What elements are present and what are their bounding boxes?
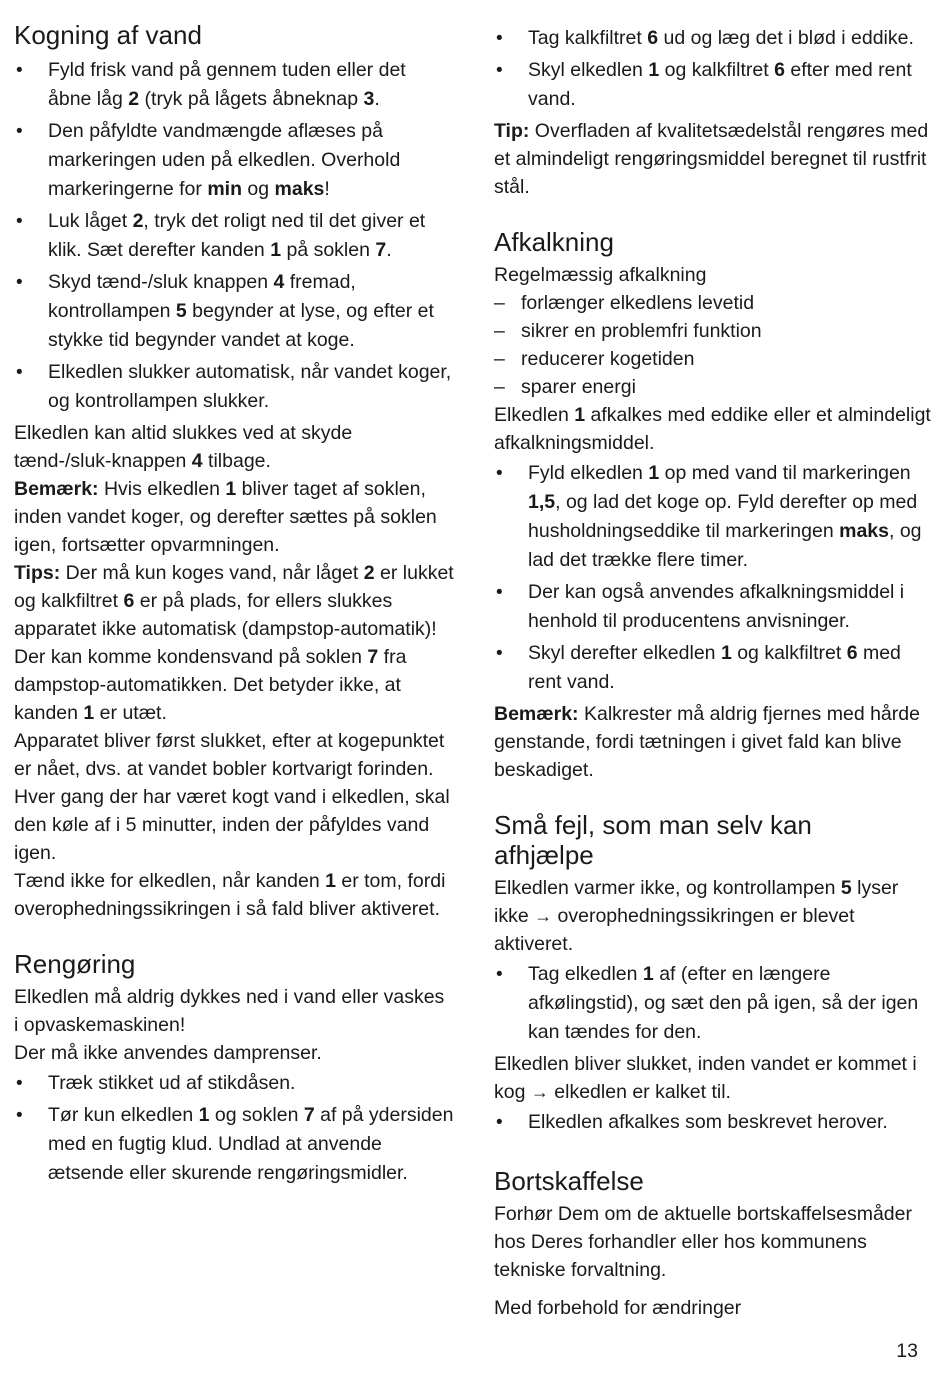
paragraph: Elkedlen varmer ikke, og kontrollampen 5 lyser ikke → overophedningssikringen er blevet aktiveret. (494, 877, 899, 955)
list-item: • Træk stikket ud af stikdåsen. (14, 1069, 454, 1098)
note-paragraph: Bemærk: Kalkrester må aldrig fjernes med hårde genstande, fordi tætningen i givet fald kan blive beskadiget. (494, 703, 920, 781)
heading-rengoring: Rengøring (14, 949, 136, 979)
paragraph: Der må ikke anvendes damprenser. (14, 1042, 322, 1064)
fejl-list (494, 960, 934, 1047)
tip-paragraph: Tip: Overfladen af kvalitetsædelstål rengøres med et almindeligt rengøringsmiddel beregnet til rustfrit stål. (494, 120, 929, 198)
rengoring-list (14, 1069, 454, 1188)
left-column (14, 20, 454, 1191)
list-item: – sikrer en problemfri funktion (494, 317, 934, 345)
heading-bortskaffelse: Bortskaffelse (494, 1166, 644, 1196)
kogning-list (14, 56, 454, 416)
list-item: • Skyl elkedlen 1 og kalkfiltret 6 efter med rent vand. (494, 56, 934, 114)
disclaimer: Med forbehold for ændringer (494, 1297, 742, 1319)
fejl-list-2 (494, 1108, 934, 1137)
list-item: • Tag elkedlen 1 af (efter en længere afkølingstid), og sæt den på igen, så der igen kan tændes for den. (494, 960, 934, 1047)
list-item: • Fyld elkedlen 1 op med vand til markeringen 1,5, og lad det koge op. Fyld derefter op med husholdningseddike til markeringen maks, og lad det trække flere timer. (494, 459, 934, 575)
heading-fejl: Små fejl, som man selv kan afhjælpe (494, 810, 812, 870)
list-item: • Fyld frisk vand på gennem tuden eller det åbne låg 2 (tryk på lågets åbneknap 3. (14, 56, 454, 114)
arrow-right-icon: → (530, 1082, 549, 1102)
paragraph: Elkedlen må aldrig dykkes ned i vand eller vaskes i opvaskemaskinen! (14, 986, 445, 1036)
paragraph: Elkedlen bliver slukket, inden vandet er kommet i kog → elkedlen er kalket til. (494, 1053, 917, 1103)
paragraph: Regelmæssig afkalkning (494, 264, 707, 286)
list-item: • Elkedlen afkalkes som beskrevet herover. (494, 1108, 934, 1137)
list-item: • Der kan også anvendes afkalkningsmiddel i henhold til producentens anvisninger. (494, 578, 934, 636)
paragraph: Der kan komme kondensvand på soklen 7 fra dampstop-automatikken. Det betyder ikke, at kanden 1 er utæt. (14, 646, 407, 724)
arrow-right-icon: → (534, 906, 553, 926)
paragraph: Tænd ikke for elkedlen, når kanden 1 er tom, fordi overophedningssikringen i så fald bliver aktiveret. (14, 870, 446, 920)
afkalkning-steps (494, 459, 934, 697)
paragraph: Elkedlen kan altid slukkes ved at skyde tænd-/sluk-knappen 4 tilbage. (14, 422, 353, 472)
heading-afkalkning: Afkalkning (494, 227, 614, 257)
list-item: • Skyd tænd-/sluk knappen 4 fremad, kontrollampen 5 begynder at lyse, og efter et stykke tid begynder vandet at koge. (14, 268, 454, 355)
paragraph: Elkedlen 1 afkalkes med eddike eller et almindeligt afkalkningsmiddel. (494, 404, 931, 454)
page-number: 13 (896, 1340, 918, 1362)
right-column (494, 20, 934, 1322)
paragraph: Hver gang der har været kogt vand i elkedlen, skal den køle af i 5 minutter, inden der påfyldes vand igen. (14, 786, 450, 864)
list-item: • Tør kun elkedlen 1 og soklen 7 af på ydersiden med en fugtig klud. Undlad at anvende ætsende eller skurende rengøringsmidler. (14, 1101, 454, 1188)
continued-list (494, 24, 934, 114)
list-item: – forlænger elkedlens levetid (494, 289, 934, 317)
heading-kogning: Kogning af vand (14, 20, 202, 50)
list-item: • Elkedlen slukker automatisk, når vandet koger, og kontrollampen slukker. (14, 358, 454, 416)
benefits-list (494, 289, 934, 401)
list-item: • Luk låget 2, tryk det roligt ned til det giver et klik. Sæt derefter kanden 1 på soklen 7. (14, 207, 454, 265)
tips-paragraph: Tips: Der må kun koges vand, når låget 2 er lukket og kalkfiltret 6 er på plads, for ellers slukkes apparatet ikke automatisk (dampstop-automatik)! (14, 562, 454, 640)
list-item: • Skyl derefter elkedlen 1 og kalkfiltret 6 med rent vand. (494, 639, 934, 697)
list-item: – reducerer kogetiden (494, 345, 934, 373)
paragraph: Forhør Dem om de aktuelle bortskaffelsesmåder hos Deres forhandler eller hos kommunens tekniske forvaltning. (494, 1203, 912, 1281)
list-item: • Tag kalkfiltret 6 ud og læg det i blød i eddike. (494, 24, 934, 53)
list-item: • Den påfyldte vandmængde aflæses på markeringen uden på elkedlen. Overhold markeringerne for min og maks! (14, 117, 454, 204)
list-item: – sparer energi (494, 373, 934, 401)
paragraph: Apparatet bliver først slukket, efter at kogepunktet er nået, dvs. at vandet bobler kortvarigt forinden. (14, 730, 445, 780)
note-paragraph: Bemærk: Hvis elkedlen 1 bliver taget af soklen, inden vandet koger, og derefter sættes på soklen igen, fortsætter opvarmningen. (14, 478, 437, 556)
